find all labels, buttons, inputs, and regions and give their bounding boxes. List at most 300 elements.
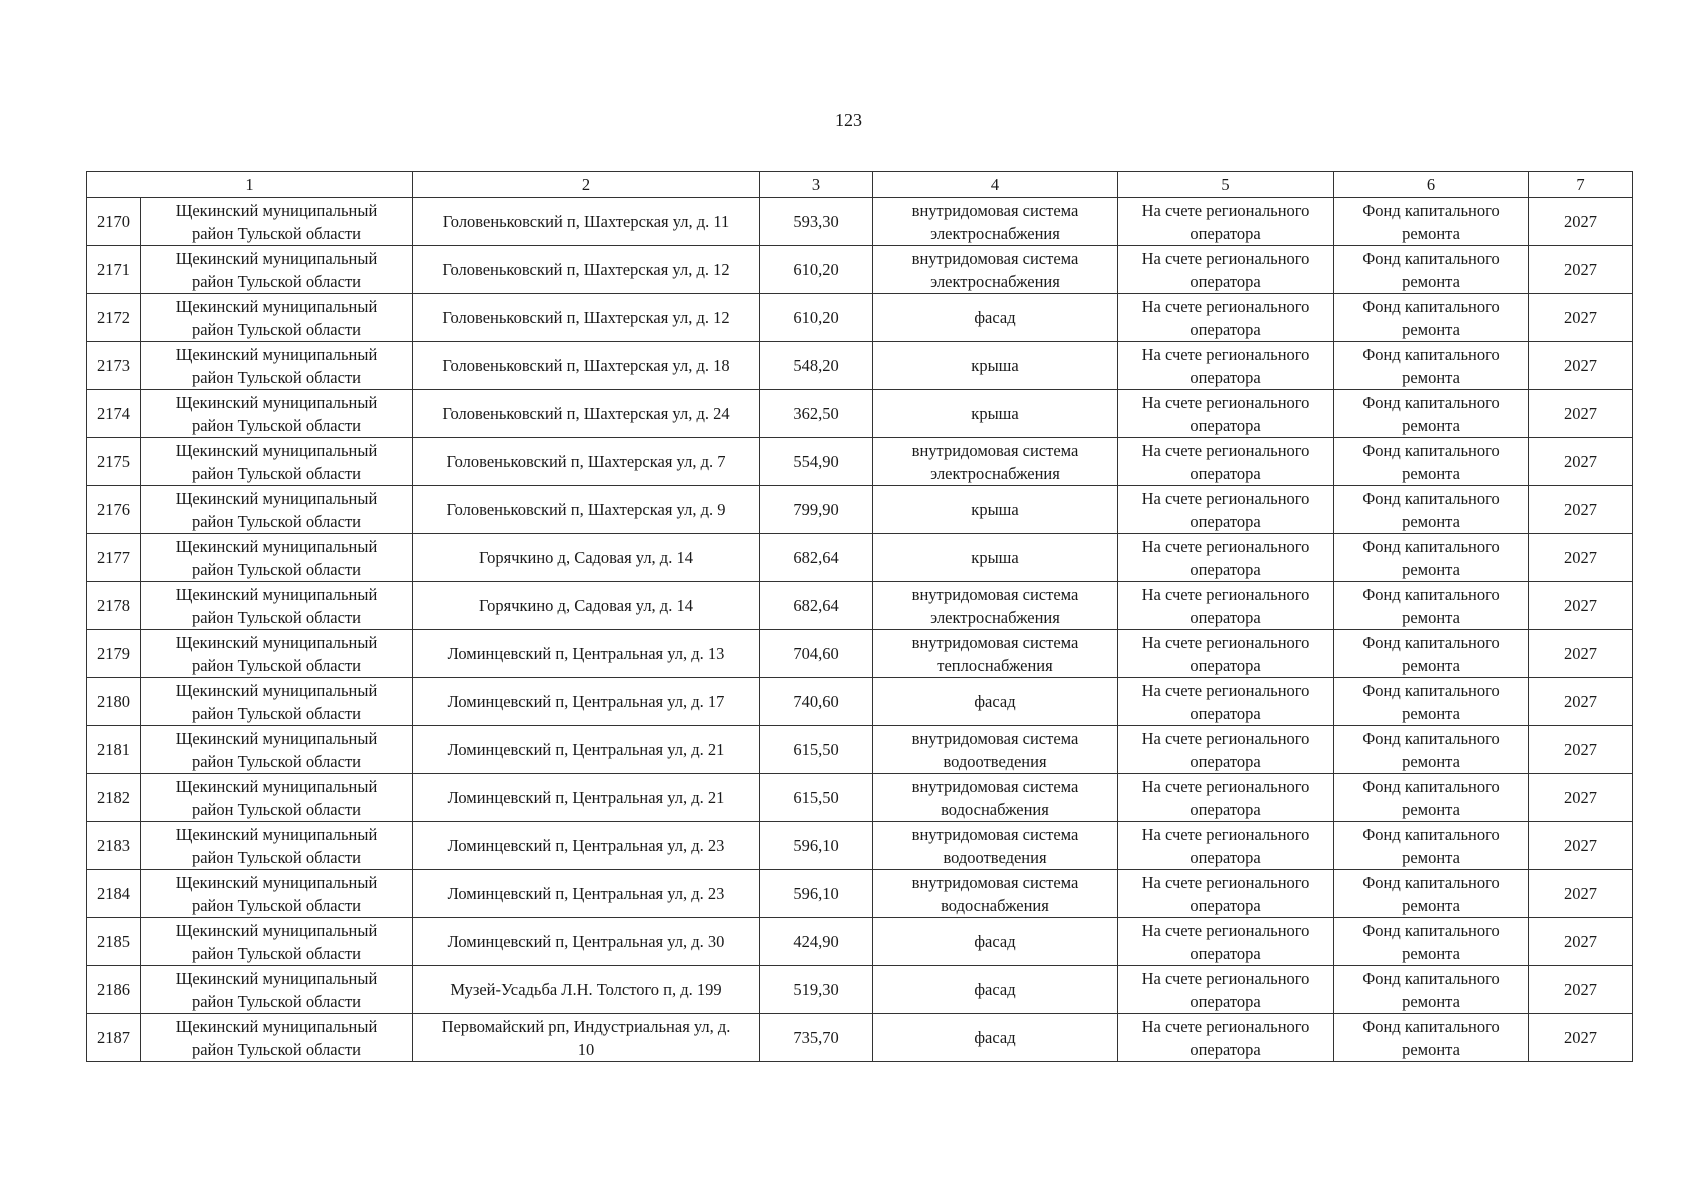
municipality-line: район Тульской области [191,847,361,867]
account-type-line: На счете регионального [1141,824,1310,844]
year-cell: 2027 [1529,726,1633,774]
row-number-cell: 2186 [87,966,141,1014]
work-type-line: теплоснабжения [937,655,1053,675]
work-type-line: внутридомовая система [911,584,1079,604]
account-type-line: На счете регионального [1141,968,1310,988]
row-number-cell: 2172 [87,294,141,342]
row-number-cell: 2171 [87,246,141,294]
work-type-line: фасад [974,692,1016,711]
account-type-cell [1118,678,1334,726]
year-cell: 2027 [1529,390,1633,438]
work-type-line: внутридомовая система [911,200,1079,220]
work-type-line: водоснабжения [941,895,1049,915]
funding-source-line: Фонд капитального [1362,824,1500,844]
account-type-line: оператора [1190,991,1261,1011]
municipality-cell [141,198,413,246]
address-cell [413,966,760,1014]
area-cell: 704,60 [760,630,873,678]
account-type-line: оператора [1190,751,1261,771]
year-cell: 2027 [1529,294,1633,342]
area-cell: 682,64 [760,582,873,630]
year-cell: 2027 [1529,534,1633,582]
area-cell: 610,20 [760,246,873,294]
table-row [87,198,1633,246]
address-line: Ломинцевский п, Центральная ул, д. 21 [447,788,725,807]
municipality-cell [141,678,413,726]
header-col-5: 5 [1118,172,1334,198]
table-body [87,198,1633,1062]
row-number-cell: 2179 [87,630,141,678]
address-line: Ломинцевский п, Центральная ул, д. 21 [447,740,725,759]
year-cell: 2027 [1529,966,1633,1014]
funding-source-cell [1334,870,1529,918]
account-type-line: оператора [1190,271,1261,291]
register-table [86,171,1633,1062]
work-type-cell [873,774,1118,822]
funding-source-line: Фонд капитального [1362,872,1500,892]
account-type-line: На счете регионального [1141,584,1310,604]
municipality-cell [141,438,413,486]
work-type-cell [873,966,1118,1014]
municipality-line: Щекинский муниципальный [175,728,378,748]
year-cell: 2027 [1529,918,1633,966]
address-cell [413,390,760,438]
work-type-cell [873,390,1118,438]
funding-source-line: Фонд капитального [1362,440,1500,460]
municipality-cell [141,822,413,870]
work-type-line: электроснабжения [930,271,1060,291]
municipality-line: Щекинский муниципальный [175,776,378,796]
municipality-line: район Тульской области [191,319,361,339]
page-number: 123 [835,110,862,130]
account-type-line: На счете регионального [1141,776,1310,796]
address-line: Головеньковский п, Шахтерская ул, д. 12 [442,260,730,279]
row-number-cell: 2184 [87,870,141,918]
funding-source-line: ремонта [1402,847,1460,867]
municipality-line: район Тульской области [191,415,361,435]
funding-source-line: ремонта [1402,367,1460,387]
table-row [87,582,1633,630]
account-type-line: оператора [1190,223,1261,243]
table-row [87,774,1633,822]
municipality-line: Щекинский муниципальный [175,392,378,412]
funding-source-cell [1334,198,1529,246]
funding-source-line: ремонта [1402,895,1460,915]
account-type-cell [1118,534,1334,582]
work-type-line: фасад [974,1028,1016,1047]
work-type-cell [873,870,1118,918]
funding-source-cell [1334,486,1529,534]
address-line: Головеньковский п, Шахтерская ул, д. 24 [442,404,730,423]
municipality-line: Щекинский муниципальный [175,344,378,364]
work-type-cell [873,534,1118,582]
funding-source-cell [1334,918,1529,966]
work-type-cell [873,582,1118,630]
work-type-cell [873,486,1118,534]
funding-source-cell [1334,294,1529,342]
funding-source-line: Фонд капитального [1362,296,1500,316]
funding-source-cell [1334,726,1529,774]
table-row [87,342,1633,390]
area-cell: 740,60 [760,678,873,726]
table-row [87,1014,1633,1062]
row-number-cell: 2180 [87,678,141,726]
account-type-cell [1118,246,1334,294]
work-type-line: водоснабжения [941,799,1049,819]
year-cell: 2027 [1529,630,1633,678]
work-type-line: фасад [974,980,1016,999]
work-type-cell [873,246,1118,294]
address-cell [413,246,760,294]
municipality-line: район Тульской области [191,511,361,531]
header-col-1: 1 [87,172,413,198]
municipality-cell [141,582,413,630]
table-row [87,390,1633,438]
account-type-line: оператора [1190,607,1261,627]
funding-source-cell [1334,966,1529,1014]
account-type-line: оператора [1190,415,1261,435]
municipality-line: Щекинский муниципальный [175,488,378,508]
address-line: Головеньковский п, Шахтерская ул, д. 12 [442,308,730,327]
account-type-cell [1118,486,1334,534]
municipality-line: район Тульской области [191,463,361,483]
account-type-line: оператора [1190,895,1261,915]
row-number-cell: 2174 [87,390,141,438]
account-type-cell [1118,198,1334,246]
year-cell: 2027 [1529,774,1633,822]
municipality-cell [141,342,413,390]
header-col-4: 4 [873,172,1118,198]
funding-source-line: Фонд капитального [1362,1016,1500,1036]
work-type-line: электроснабжения [930,223,1060,243]
header-col-7: 7 [1529,172,1633,198]
funding-source-line: Фонд капитального [1362,392,1500,412]
work-type-line: электроснабжения [930,607,1060,627]
funding-source-line: ремонта [1402,607,1460,627]
municipality-cell [141,774,413,822]
work-type-line: крыша [971,404,1019,423]
address-cell [413,486,760,534]
work-type-line: крыша [971,548,1019,567]
table-header [87,172,1633,198]
year-cell: 2027 [1529,1014,1633,1062]
address-cell [413,294,760,342]
address-line: Головеньковский п, Шахтерская ул, д. 11 [442,212,730,231]
municipality-line: Щекинский муниципальный [175,920,378,940]
area-cell: 799,90 [760,486,873,534]
account-type-line: На счете регионального [1141,248,1310,268]
funding-source-line: Фонд капитального [1362,200,1500,220]
address-line: 10 [577,1039,595,1059]
account-type-cell [1118,870,1334,918]
account-type-cell [1118,1014,1334,1062]
funding-source-cell [1334,246,1529,294]
row-number-cell: 2173 [87,342,141,390]
funding-source-line: Фонд капитального [1362,920,1500,940]
funding-source-cell [1334,390,1529,438]
area-cell: 519,30 [760,966,873,1014]
funding-source-line: Фонд капитального [1362,344,1500,364]
account-type-cell [1118,342,1334,390]
year-cell: 2027 [1529,822,1633,870]
account-type-line: На счете регионального [1141,728,1310,748]
row-number-cell: 2175 [87,438,141,486]
municipality-line: Щекинский муниципальный [175,680,378,700]
account-type-line: На счете регионального [1141,488,1310,508]
address-line: Ломинцевский п, Центральная ул, д. 17 [447,692,725,711]
account-type-line: На счете регионального [1141,200,1310,220]
work-type-line: фасад [974,932,1016,951]
year-cell: 2027 [1529,870,1633,918]
funding-source-line: Фонд капитального [1362,728,1500,748]
municipality-cell [141,1014,413,1062]
year-cell: 2027 [1529,678,1633,726]
municipality-line: район Тульской области [191,943,361,963]
municipality-cell [141,534,413,582]
funding-source-line: ремонта [1402,1039,1460,1059]
funding-source-line: ремонта [1402,271,1460,291]
account-type-line: оператора [1190,319,1261,339]
funding-source-cell [1334,342,1529,390]
address-cell [413,198,760,246]
row-number-cell: 2177 [87,534,141,582]
header-col-3: 3 [760,172,873,198]
area-cell: 615,50 [760,774,873,822]
work-type-line: крыша [971,500,1019,519]
funding-source-line: Фонд капитального [1362,968,1500,988]
municipality-line: район Тульской области [191,1039,361,1059]
address-cell [413,534,760,582]
municipality-line: Щекинский муниципальный [175,440,378,460]
account-type-line: оператора [1190,703,1261,723]
address-line: Ломинцевский п, Центральная ул, д. 23 [447,836,725,855]
funding-source-line: ремонта [1402,799,1460,819]
municipality-line: Щекинский муниципальный [175,584,378,604]
year-cell: 2027 [1529,438,1633,486]
work-type-line: крыша [971,356,1019,375]
table-row [87,486,1633,534]
address-line: Ломинцевский п, Центральная ул, д. 23 [447,884,725,903]
account-type-line: На счете регионального [1141,1016,1310,1036]
municipality-line: Щекинский муниципальный [175,536,378,556]
address-cell [413,726,760,774]
header-col-6: 6 [1334,172,1529,198]
municipality-line: Щекинский муниципальный [175,632,378,652]
municipality-line: Щекинский муниципальный [175,248,378,268]
municipality-cell [141,390,413,438]
account-type-line: оператора [1190,655,1261,675]
account-type-cell [1118,822,1334,870]
funding-source-line: ремонта [1402,415,1460,435]
table-row [87,678,1633,726]
account-type-cell [1118,726,1334,774]
funding-source-cell [1334,630,1529,678]
table-row [87,726,1633,774]
account-type-line: оператора [1190,1039,1261,1059]
address-cell [413,774,760,822]
municipality-line: район Тульской области [191,991,361,1011]
area-cell: 615,50 [760,726,873,774]
row-number-cell: 2178 [87,582,141,630]
address-cell [413,342,760,390]
funding-source-line: ремонта [1402,223,1460,243]
work-type-line: внутридомовая система [911,248,1079,268]
area-cell: 362,50 [760,390,873,438]
account-type-line: На счете регионального [1141,872,1310,892]
work-type-cell [873,198,1118,246]
account-type-line: На счете регионального [1141,920,1310,940]
address-line: Горячкино д, Садовая ул, д. 14 [479,596,693,615]
municipality-line: Щекинский муниципальный [175,824,378,844]
address-line: Головеньковский п, Шахтерская ул, д. 9 [446,500,726,519]
row-number-cell: 2176 [87,486,141,534]
year-cell: 2027 [1529,198,1633,246]
address-cell [413,630,760,678]
funding-source-line: ремонта [1402,463,1460,483]
account-type-cell [1118,582,1334,630]
municipality-line: Щекинский муниципальный [175,872,378,892]
area-cell: 682,64 [760,534,873,582]
municipality-line: район Тульской области [191,751,361,771]
row-number-cell: 2182 [87,774,141,822]
work-type-cell [873,678,1118,726]
work-type-cell [873,294,1118,342]
municipality-line: район Тульской области [191,559,361,579]
row-number-cell: 2181 [87,726,141,774]
header-col-2: 2 [413,172,760,198]
area-cell: 596,10 [760,822,873,870]
municipality-line: район Тульской области [191,607,361,627]
address-cell [413,1014,760,1062]
table-row [87,438,1633,486]
municipality-cell [141,246,413,294]
account-type-line: оператора [1190,559,1261,579]
funding-source-line: ремонта [1402,559,1460,579]
row-number-cell: 2187 [87,1014,141,1062]
municipality-cell [141,630,413,678]
account-type-line: оператора [1190,463,1261,483]
row-number-cell: 2170 [87,198,141,246]
year-cell: 2027 [1529,342,1633,390]
header-row [87,172,1633,198]
account-type-line: оператора [1190,511,1261,531]
account-type-line: На счете регионального [1141,536,1310,556]
municipality-line: район Тульской области [191,271,361,291]
address-line: Ломинцевский п, Центральная ул, д. 30 [447,932,725,951]
table-row [87,966,1633,1014]
municipality-line: Щекинский муниципальный [175,200,378,220]
funding-source-cell [1334,1014,1529,1062]
municipality-cell [141,726,413,774]
work-type-cell [873,822,1118,870]
year-cell: 2027 [1529,582,1633,630]
funding-source-line: Фонд капитального [1362,632,1500,652]
address-cell [413,438,760,486]
area-cell: 554,90 [760,438,873,486]
area-cell: 424,90 [760,918,873,966]
municipality-cell [141,294,413,342]
address-cell [413,582,760,630]
funding-source-line: Фонд капитального [1362,536,1500,556]
work-type-cell [873,918,1118,966]
address-cell [413,870,760,918]
work-type-cell [873,630,1118,678]
work-type-line: внутридомовая система [911,824,1079,844]
year-cell: 2027 [1529,486,1633,534]
municipality-line: Щекинский муниципальный [175,1016,378,1036]
funding-source-line: Фонд капитального [1362,584,1500,604]
funding-source-line: ремонта [1402,703,1460,723]
account-type-cell [1118,918,1334,966]
account-type-line: На счете регионального [1141,392,1310,412]
address-line: Ломинцевский п, Центральная ул, д. 13 [447,644,725,663]
year-cell: 2027 [1529,246,1633,294]
municipality-line: район Тульской области [191,799,361,819]
table-row [87,630,1633,678]
funding-source-cell [1334,822,1529,870]
municipality-line: район Тульской области [191,223,361,243]
address-line: Горячкино д, Садовая ул, д. 14 [479,548,693,567]
work-type-line: внутридомовая система [911,872,1079,892]
work-type-cell [873,342,1118,390]
funding-source-cell [1334,438,1529,486]
table-row [87,534,1633,582]
row-number-cell: 2183 [87,822,141,870]
table-row [87,294,1633,342]
municipality-line: район Тульской области [191,895,361,915]
funding-source-line: Фонд капитального [1362,488,1500,508]
municipality-cell [141,966,413,1014]
account-type-cell [1118,966,1334,1014]
account-type-cell [1118,390,1334,438]
area-cell: 610,20 [760,294,873,342]
address-line: Головеньковский п, Шахтерская ул, д. 18 [442,356,730,375]
funding-source-line: ремонта [1402,655,1460,675]
funding-source-line: Фонд капитального [1362,776,1500,796]
account-type-line: оператора [1190,943,1261,963]
funding-source-line: Фонд капитального [1362,680,1500,700]
funding-source-line: ремонта [1402,319,1460,339]
funding-source-line: ремонта [1402,511,1460,531]
table-row [87,918,1633,966]
address-cell [413,678,760,726]
work-type-cell [873,1014,1118,1062]
municipality-line: Щекинский муниципальный [175,968,378,988]
work-type-line: внутридомовая система [911,440,1079,460]
area-cell: 596,10 [760,870,873,918]
account-type-line: На счете регионального [1141,440,1310,460]
work-type-cell [873,438,1118,486]
account-type-cell [1118,774,1334,822]
account-type-line: На счете регионального [1141,680,1310,700]
funding-source-cell [1334,534,1529,582]
work-type-line: внутридомовая система [911,776,1079,796]
table-row [87,246,1633,294]
municipality-line: район Тульской области [191,703,361,723]
funding-source-cell [1334,582,1529,630]
table-row [87,822,1633,870]
funding-source-line: ремонта [1402,943,1460,963]
work-type-line: водоотведения [943,751,1047,771]
account-type-cell [1118,438,1334,486]
account-type-cell [1118,294,1334,342]
table-row [87,870,1633,918]
account-type-line: оператора [1190,847,1261,867]
municipality-cell [141,486,413,534]
work-type-line: внутридомовая система [911,632,1079,652]
municipality-line: Щекинский муниципальный [175,296,378,316]
area-cell: 735,70 [760,1014,873,1062]
